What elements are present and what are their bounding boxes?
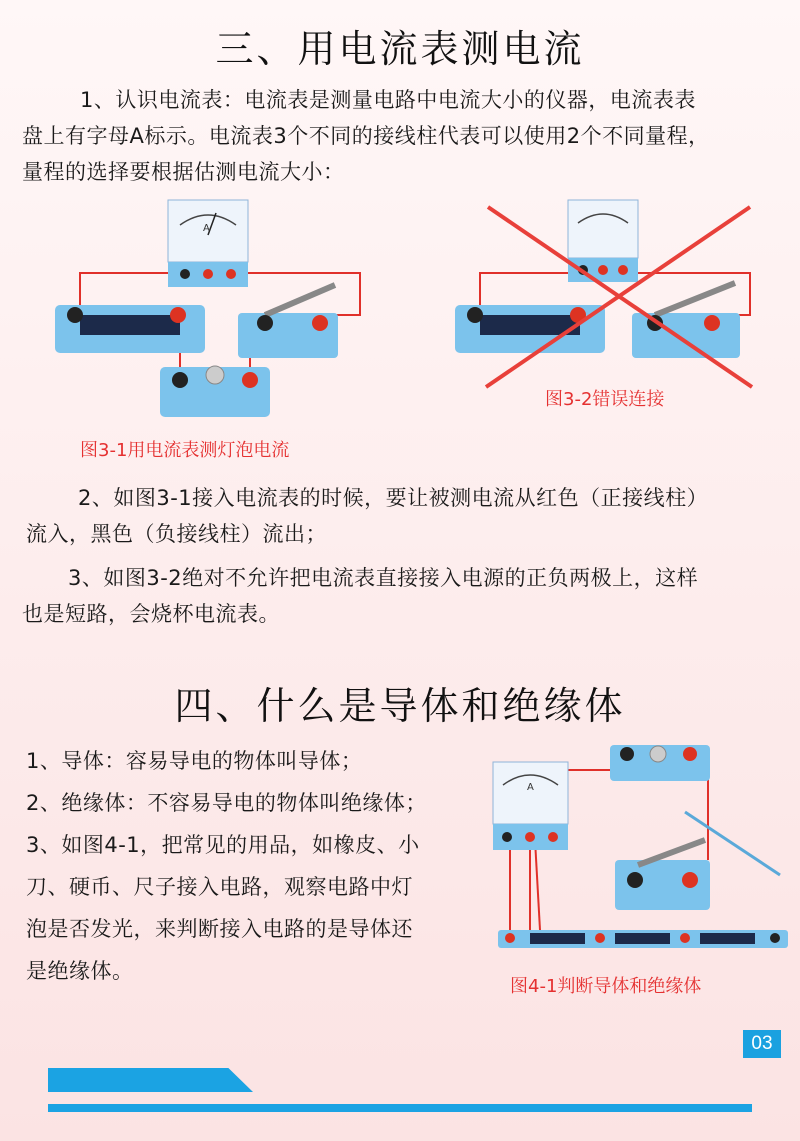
battery-holder — [55, 305, 205, 353]
footer-accent-bar — [48, 1068, 253, 1092]
figure-3-1-caption: 图3-1用电流表测灯泡电流 — [80, 440, 290, 461]
bulb-holder — [160, 366, 270, 417]
switch-image — [238, 285, 338, 358]
ammeter-image — [168, 200, 248, 287]
meter-letter: A — [203, 223, 210, 234]
list-item: 1、导体：容易导电的物体叫导体； — [26, 749, 363, 773]
section-title-4: 四、什么是导体和绝缘体 — [174, 684, 626, 728]
footer-line — [48, 1104, 752, 1112]
text-line: 1、认识电流表：电流表是测量电路中电流大小的仪器，电流表表 — [80, 88, 696, 112]
text-line: 也是短路，会烧杯电流表。 — [22, 602, 280, 626]
figure-3-2-circuit — [450, 195, 770, 395]
paragraph-connection-rule — [22, 480, 782, 552]
text-line: 2、如图3-1接入电流表的时候，要让被测电流从红色（正接线柱） — [78, 486, 709, 510]
page-number: 03 — [743, 1030, 781, 1058]
list-item: 3、如图4-1，把常见的用品，如橡皮、小 — [26, 833, 420, 857]
list-item: 是绝缘体。 — [26, 959, 134, 983]
meter-letter: A — [527, 782, 534, 793]
conductor-list — [26, 740, 496, 992]
text-line: 盘上有字母A标示。电流表3个不同的接线柱代表可以使用2个不同量程， — [22, 124, 710, 148]
figure-4-1-caption: 图4-1判断导体和绝缘体 — [510, 976, 702, 997]
paragraph-short-circuit-warning — [22, 560, 782, 632]
figure-3-2-caption: 图3-2错误连接 — [545, 389, 665, 410]
paragraph-ammeter-intro — [22, 82, 782, 190]
list-item: 2、绝缘体：不容易导电的物体叫绝缘体； — [26, 791, 427, 815]
text-line: 量程的选择要根据估测电流大小： — [22, 160, 345, 184]
text-line: 3、如图3-2绝对不允许把电流表直接接入电源的正负两极上，这样 — [68, 566, 699, 590]
figure-4-1-circuit — [490, 740, 790, 955]
list-item: 泡是否发光，来判断接入电路的是导体还 — [26, 917, 413, 941]
text-line: 流入，黑色（负接线柱）流出； — [26, 522, 327, 546]
figure-3-1-circuit — [50, 195, 370, 425]
section-title-3: 三、用电流表测电流 — [215, 27, 585, 71]
list-item: 刀、硬币、尺子接入电路，观察电路中灯 — [26, 875, 413, 899]
